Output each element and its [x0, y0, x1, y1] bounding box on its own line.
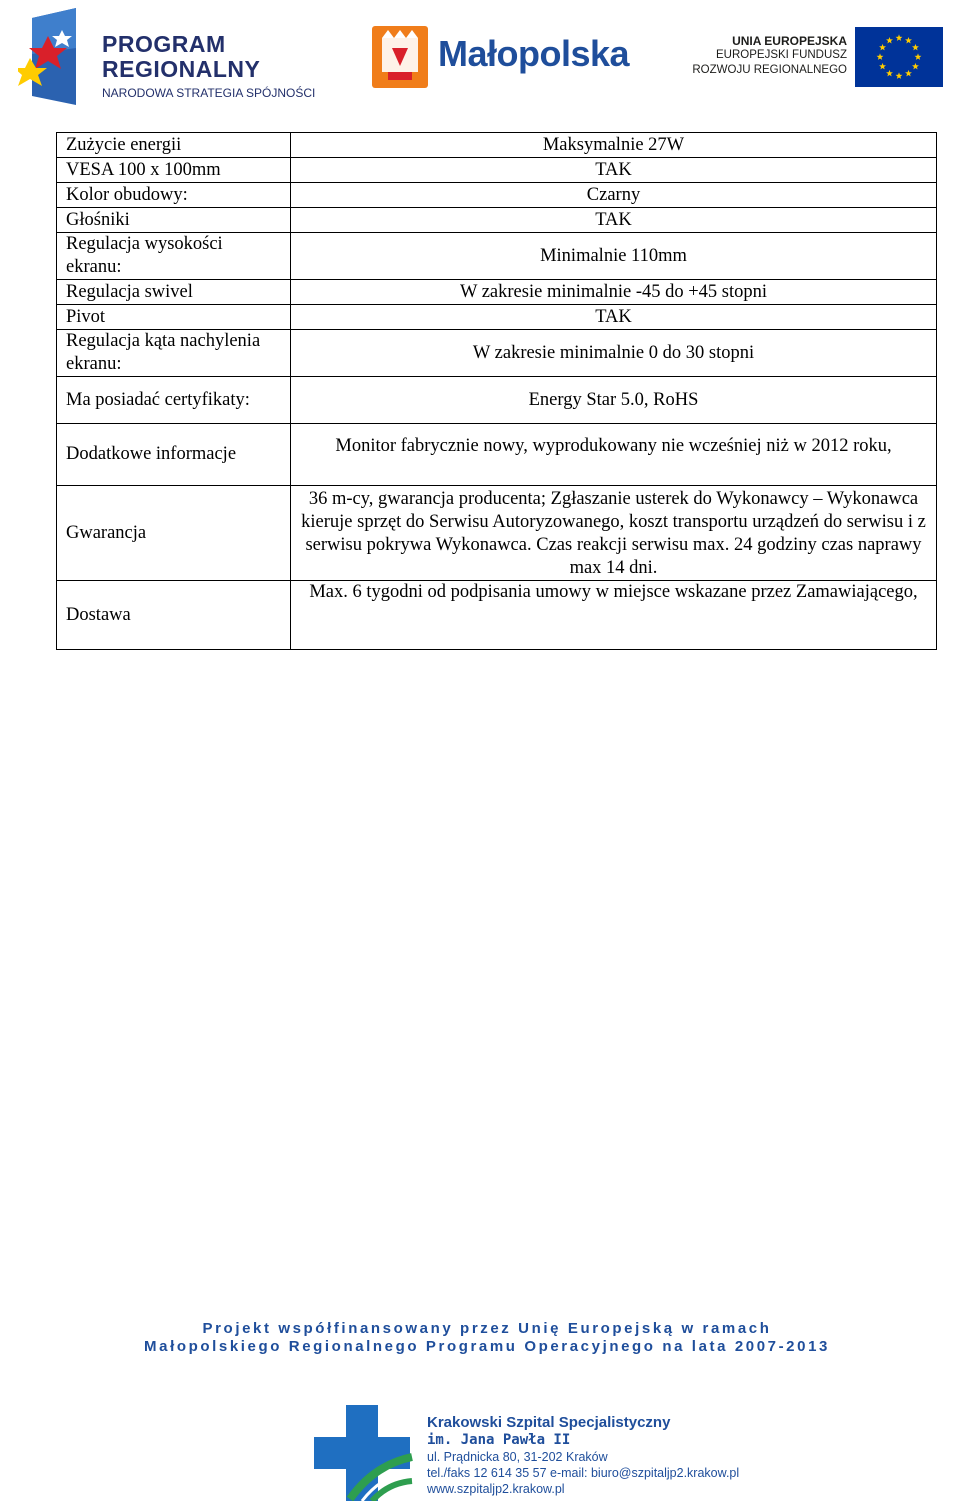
row-value: Czarny — [291, 183, 937, 208]
program-regionalny-logo — [18, 8, 318, 103]
hospital-name-line2: im. Jana Pawła II — [427, 1432, 571, 1448]
table-row — [57, 377, 937, 424]
malopolska-wordmark: Małopolska — [438, 33, 630, 74]
table-row — [57, 581, 937, 650]
row-value: Monitor fabrycznie nowy, wyprodukowany nie wcześniej niż w 2012 roku, — [291, 424, 937, 486]
cofinance-line2: Małopolskiego Regionalnego Programu Operacyjnego na lata 2007-2013 — [144, 1338, 830, 1355]
row-label: Pivot — [57, 305, 291, 330]
row-label: Gwarancja — [57, 486, 291, 581]
row-label: Regulacja kąta nachylenia ekranu: — [57, 330, 291, 377]
row-value: Energy Star 5.0, RoHS — [291, 377, 937, 424]
row-label: Kolor obudowy: — [57, 183, 291, 208]
program-logo-line3: NARODOWA STRATEGIA SPÓJNOŚCI — [102, 86, 316, 100]
row-label: Regulacja swivel — [57, 280, 291, 305]
row-label: Regulacja wysokości ekranu: — [57, 233, 291, 280]
row-value: Minimalnie 110mm — [291, 233, 937, 280]
table-row — [57, 486, 937, 581]
program-logo-line1: PROGRAM — [102, 31, 226, 57]
table-row — [57, 208, 937, 233]
row-label: Ma posiadać certyfikaty: — [57, 377, 291, 424]
hospital-contact: tel./faks 12 614 35 57 e-mail: biuro@szpitaljp2.krakow.pl — [427, 1466, 740, 1480]
malopolska-logo — [372, 26, 642, 88]
row-value: TAK — [291, 158, 937, 183]
table-row — [57, 158, 937, 183]
cofinance-line1: Projekt współfinansowany przez Unię Europejską w ramach — [202, 1320, 772, 1337]
hospital-cross-logo-icon — [314, 1405, 414, 1501]
eu-fund-logo — [690, 24, 945, 90]
row-label: Zużycie energii — [57, 133, 291, 158]
table-row — [57, 305, 937, 330]
eu-logo-line3: ROZWOJU REGIONALNEGO — [692, 64, 847, 76]
row-value: W zakresie minimalnie 0 do 30 stopni — [291, 330, 937, 377]
table-row — [57, 133, 937, 158]
row-value: Max. 6 tygodni od podpisania umowy w miejsce wskazane przez Zamawiającego, — [291, 581, 937, 650]
table-row — [57, 424, 937, 486]
row-label: Dostawa — [57, 581, 291, 650]
row-value: Maksymalnie 27W — [291, 133, 937, 158]
hospital-address: ul. Prądnicka 80, 31-202 Kraków — [427, 1450, 608, 1464]
table-row — [57, 183, 937, 208]
spec-table — [56, 132, 937, 650]
hospital-name-line1: Krakowski Szpital Specjalistyczny — [427, 1414, 671, 1431]
row-value: 36 m-cy, gwarancja producenta; Zgłaszanie usterek do Wykonawcy – Wykonawca kieruje sprzęt do Serwisu Autoryzowanego, koszt transportu urządzeń do serwisu i z serwisu pokrywa Wykonawca. Czas reakcji serwisu max. 24 godziny czas naprawy max 14 dni. — [291, 486, 937, 581]
row-value: W zakresie minimalnie -45 do +45 stopni — [291, 280, 937, 305]
program-logo-line2: REGIONALNY — [102, 56, 261, 82]
row-label: Głośniki — [57, 208, 291, 233]
table-row — [57, 280, 937, 305]
eu-logo-line1: UNIA EUROPEJSKA — [732, 34, 847, 48]
eu-flag-icon — [855, 27, 943, 87]
hospital-website[interactable]: www.szpitaljp2.krakow.pl — [427, 1482, 565, 1496]
eu-logo-line2: EUROPEJSKI FUNDUSZ — [716, 49, 847, 61]
row-value: TAK — [291, 305, 937, 330]
malopolska-crest-icon — [372, 26, 428, 88]
table-row — [57, 233, 937, 280]
table-row — [57, 330, 937, 377]
program-regionalny-emblem-icon — [18, 8, 98, 106]
row-label: VESA 100 x 100mm — [57, 158, 291, 183]
row-label: Dodatkowe informacje — [57, 424, 291, 486]
row-value: TAK — [291, 208, 937, 233]
